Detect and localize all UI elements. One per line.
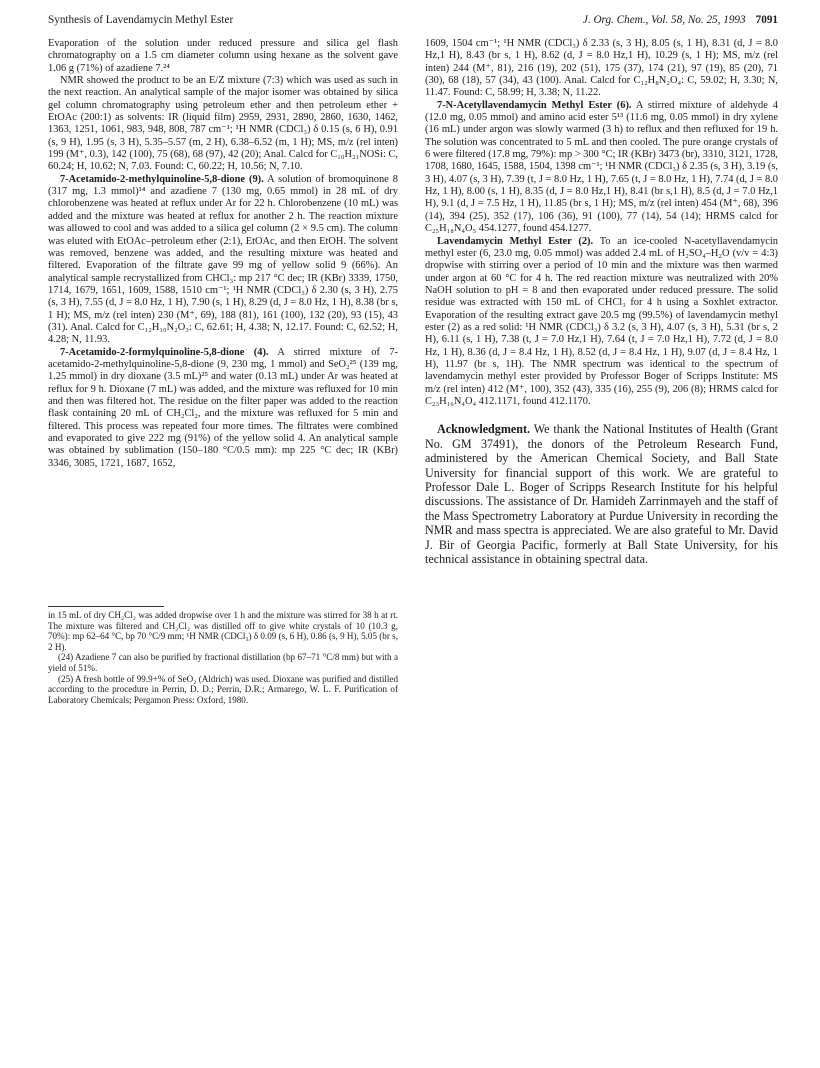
acknowledgment-heading: Acknowledgment. [437,422,531,437]
paragraph-nmr-azadiene: NMR showed the product to be an E/Z mixture (7:3) which was used as such in the next reaction. An analytical sample of the major isomer was obtained by silica gel column chromatography using petroleum ether and then petroleum ether + EtOAc (200:1) as solvents: IR (liquid film) 2959, 2931, 2890, 2860, 1630, 1462, 1363, 1251, 1061, 983, 948, 808, 787 cm⁻¹; ¹H NMR (CDCl₃) δ 0.15 (s, 6 H), 0.91 (s, 9 H), 1.95 (s, 3 H), 5.35–5.57 (m, 2 H), 6.38–6.52 (m, 1 H); MS, m/z (rel inten) 199 (M⁺, 0.3), 142 (100), 75 (68), 68 (97), 42 (20); Anal. Calcd for C₁₀H₂₁NOSi: C, 60.24; H, 10.62; N, 7.03. Found: C, 60.22; H, 10.56; N, 7.10. [48,75,398,173]
body-compound-2: To an ice-cooled N-acetyllavendamycin methyl ester (6, 23.0 mg, 0.05 mmol) was added 2.4 mL of H₂SO₄–H₂O (v/v = 4:3) dropwise with stirring over a period of 10 min and the mixture was then warmed under argon at 60 °C for 4 h. The red reaction mixture was neutralized with 20% NaOH solution to pH = 8 and then evaporated under reduced pressure. The solid residue was extracted with 150 mL of CHCl₃ for 4 h using a Soxhlet extractor. Evaporation of the resulting extract gave 20.5 mg (99.5%) of lavendamycin methyl ester (2) as a red solid: ¹H NMR (CDCl₃) δ 3.2 (s, 3 H), 4.07 (s, 3 H), 5.31 (br s, 2 H), 6.11 (s, 1 H), 7.38 (t, J = 7.0 Hz,1 H), 7.64 (t, J = 7.0 Hz,1 H), 7.72 (d, J = 8.0 Hz, 1 H), 8.36 (d, J = 8.4 Hz, 1 H), 8.52 (d, J = 8.4 Hz, 1 H), 9.07 (d, J = 8.4 Hz, 1 H), 11.97 (br s, 1H). The NMR spectrum was identical to the spectrum of lavendamycin methyl ester provided by Professor Boger of Scripps Institute: MS m/z (rel inten) 412 (M⁺, 100), 352 (43), 335 (16), 255 (9), 206 (8); HRMS calcd for C₂₃H₁₆N₄O₄ 412.1171, found 412.1170. [425,235,778,407]
journal-name: J. Org. Chem., Vol. 58, No. 25, 1993 [582,14,746,26]
footnote-25: (25) A fresh bottle of 99.9+% of SeO₂ (Aldrich) was used. Dioxane was purified and distilled according to the procedure in Perrin, D. D.; Perrin, D.R.; Armarego, W. L. F. Purification of Laboratory Chemicals; Pergamon Press: Oxford, 1980. [48,673,398,705]
paragraph-azadiene-yield: Evaporation of the solution under reduced pressure and silica gel flash chromatography on a 1.5 cm diameter column using hexane as the solvent gave 1.06 g (71%) of azadiene 7.²⁴ [48,38,398,74]
body-compound-9: A solution of bromoquinone 8 (317 mg, 1.3 mmol)¹⁴ and azadiene 7 (130 mg, 0.65 mmol) in 28 mL of dry chlorobenzene was heated at reflux under Ar for 22 h. Chlorobenzene (10 mL) was added and the mixture was heated at reflux for another 2 h. The reaction mixture was allowed to cool and was added to a silica gel column (2 × 9.5 cm). The column was eluted with EtOAc–petroleum ether (2:1), EtOAc, and then EtOH. The solvent was removed, benzene was added, and the resulting mixture was heated and filtered. Evaporation of the filtrate gave 99 mg of yellow solid 9 (66%). An analytical sample recrystallized from CHCl₃: mp 217 °C dec; IR (KBr) 3339, 1750, 1714, 1679, 1651, 1609, 1588, 1510 cm⁻¹; ¹H NMR (CDCl₃) δ 2.30 (s, 3 H), 2.75 (s, 3 H), 7.55 (d, J = 8.0 Hz, 1 H), 7.90 (s, 1 H), 8.29 (d, J = 8.0 Hz, 1 H), 8.38 (br s, 1 H); MS, m/z (rel inten) 230 (M⁺, 69), 188 (81), 161 (100), 132 (20), 93 (15), 43 (31). Anal. Calcd for C₁₂H₁₀N₂O₃: C, 62.61; H, 4.38; N, 12.17. Found: C, 62.52; H, 4.28; N, 11.93. [48,173,398,346]
paragraph-compound-9 [48,174,398,347]
acknowledgment-body: We thank the National Institutes of Health (Grant No. GM 37491), the donors of the Petroleum Research Fund, administered by the American Chemical Society, and Ball State University for financial support of this work. We are grateful to Professor Dale L. Boger of Scripps Research Institute for his helpful discussions. The assistance of Dr. Hamideh Zarrinmayeh and the staff of the Mass Spectrometry Laboratory at Purdue University in recording the NMR and mass spectra is appreciated. We are also grateful to Mr. David J. Bir of Georgia Pacific, formerly at Ball State University, for his technical assistance in obtaining spectral data. [425,422,778,566]
paragraph-compound-6 [425,100,778,236]
paragraph-compound-4-data: 1609, 1504 cm⁻¹; ¹H NMR (CDCl₃) δ 2.33 (s, 3 H), 8.05 (s, 1 H), 8.31 (d, J = 8.0 Hz,1 H), 8.43 (br s, 1 H), 8.62 (d, J = 8.0 Hz,1 H), 10.29 (s, 1 H); MS, m/z (rel inten) 244 (M⁺, 81), 216 (19), 202 (51), 175 (37), 174 (21), 97 (19), 85 (20), 71 (30), 68 (18), 57 (34), 43 (100). Anal. Calcd for C₁₂H₈N₂O₄: C, 59.02; H, 3.30; N, 11.47. Found: C, 58.99; H, 3.38; N, 11.22. [425,38,778,99]
body-compound-4: A stirred mixture of 7-acetamido-2-methylquinoline-5,8-dione (9, 230 mg, 1 mmol) and SeO₂²⁵ (139 mg, 1.25 mmol) in dry dioxane (3.5 mL)²⁵ and water (0.13 mL) under Ar was heated at reflux for 9 h. Dioxane (7 mL) was added, and the mixture was refluxed for 10 min and then was filtered hot. The residue on the filter paper was added to the reaction flask containing 20 mL of CH₂Cl₂, and the mixture was refluxed for 5 min and filtered. This process was repeated four more times. The filtrates were combined and evaporated to give 222 mg (91%) of the yellow solid 4. An analytical sample was obtained by sublimation (150–180 °C/0.5 mm): mp 225 °C dec; IR (KBr) 3346, 3085, 1721, 1687, 1652, [48,346,398,469]
page-number: 7091 [755,14,778,26]
body-compound-6: A stirred mixture of aldehyde 4 (12.0 mg, 0.05 mmol) and amino acid ester 5¹³ (11.6 mg, 0.05 mmol) in dry xylene (16 mL) under argon was slowly warmed (3 h) to reflux and then refluxed for 19 h. The solution was concentrated to 5 mL and then cooled. The pure orange crystals of 6 were filtered (17.8 mg, 79%): mp > 300 °C; IR (KBr) 3473 (br), 3310, 3121, 1728, 1708, 1680, 1645, 1588, 1504, 1398 cm⁻¹; ¹H NMR (CDCl₃) δ 2.35 (s, 3 H), 3.19 (s, 3 H), 4.07 (s, 3 H), 7.39 (t, J = 8.0 Hz, 1 H), 7.65 (t, J = 8.0 Hz, 1 H), 7.74 (d, J = 8.0 Hz, 1 H), 8.00 (s, 1 H), 8.35 (d, J = 8.0 Hz,1 H), 8.41 (br s,1 H), 8.5 (d, J = 7.0 Hz,1 H), 9.1 (d, J = 7.5 Hz, 1 H), 11.85 (br s, 1 H); MS, m/z (rel inten) 454 (M⁺, 68), 396 (14), 394 (25), 352 (17), 106 (36), 91 (100), 77 (14), 54 (14); HRMS calcd for C₂₅H₁₈N₄O₅ 454.1277, found 454.1277. [425,99,778,235]
heading-compound-2: Lavendamycin Methyl Ester (2). [437,235,594,247]
running-header [48,14,778,32]
running-title: Synthesis of Lavendamycin Methyl Ester [48,14,234,26]
journal-citation [583,14,778,26]
acknowledgment [425,422,778,566]
paragraph-compound-4 [48,347,398,470]
left-column [48,38,398,470]
right-column [425,38,778,566]
footnotes [48,610,398,705]
paragraph-compound-2 [425,236,778,409]
heading-compound-6: 7-N-Acetyllavendamycin Methyl Ester (6). [437,99,632,111]
footnote-continued: in 15 mL of dry CH₂Cl₂ was added dropwise over 1 h and the mixture was stirred for 38 h at rt. The mixture was filtered and CH₂Cl₂ was distilled off to give white crystals of 10 (10.3 g, 70%): mp 62–64 °C, bp 70 °C/9 mm; ¹H NMR (CDCl₃) δ 0.09 (s, 6 H), 0.86 (s, 9 H), 5.05 (br s, 2 H). [48,610,398,652]
footnote-24: (24) Azadiene 7 can also be purified by fractional distillation (bp 67–71 °C/8 mm) but with a yield of 51%. [48,652,398,673]
heading-compound-4: 7-Acetamido-2-formylquinoline-5,8-dione (4). [60,346,269,358]
heading-compound-9: 7-Acetamido-2-methylquinoline-5,8-dione (9). [60,173,264,185]
footnote-divider [48,606,164,607]
